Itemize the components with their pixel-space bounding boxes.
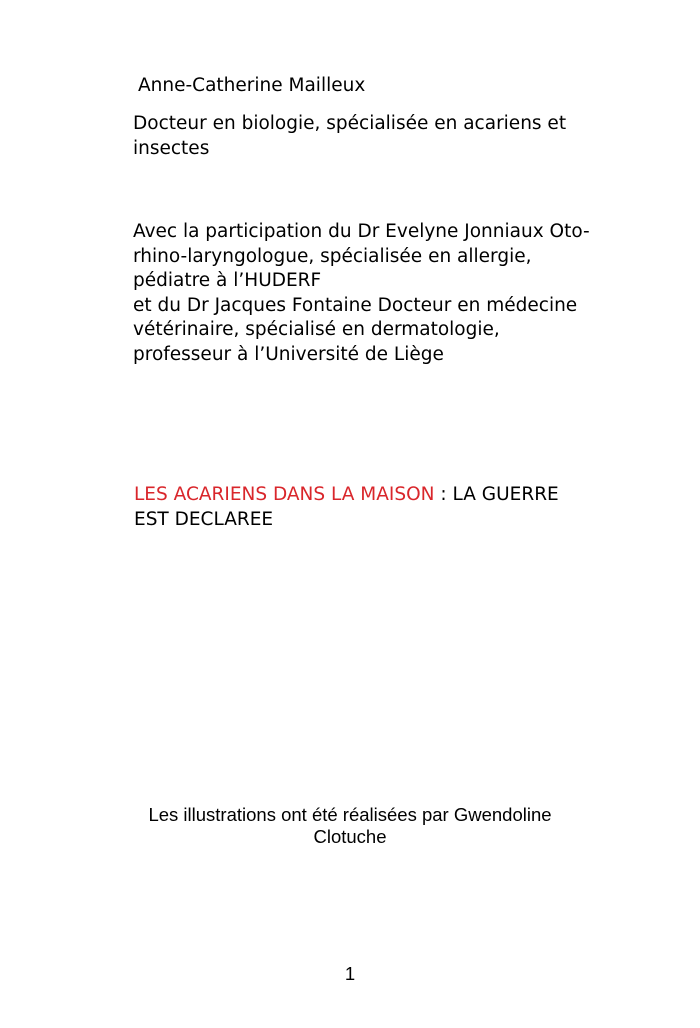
illustrations-credit-line: Clotuche (313, 826, 387, 847)
participation-line: vétérinaire, spécialisé en dermatologie, (133, 319, 500, 340)
author-title-line: insectes (133, 137, 210, 159)
participation-line: rhino-laryngologue, spécialisée en allergie, (133, 245, 532, 267)
book-title-rest: : LA GUERRE (434, 484, 559, 505)
illustrations-credit-line: Les illustrations ont été réalisées par Gwendoline (148, 804, 552, 825)
page-number: 1 (344, 963, 356, 984)
book-title (134, 483, 559, 532)
author-title (133, 112, 566, 161)
participation-line: pédiatre à l’HUDERF (133, 270, 322, 291)
author-name (138, 74, 365, 99)
participation-line: professeur à l’Université de Liège (133, 343, 444, 365)
participation-paragraph (133, 220, 590, 367)
book-title-line-1 (134, 483, 559, 508)
author-name-text: Anne-Catherine Mailleux (138, 75, 366, 96)
participation-line: et du Dr Jacques Fontaine Docteur en médecine (133, 294, 578, 316)
book-title-line-2: EST DECLAREE (134, 508, 274, 530)
author-title-line: Docteur en biologie, spécialisée en acariens et (133, 113, 567, 134)
participation-line: Avec la participation du Dr Evelyne Jonniaux Oto- (133, 221, 590, 242)
illustrations-credit (0, 804, 700, 848)
book-title-accent: LES ACARIENS DANS LA MAISON (134, 484, 435, 505)
